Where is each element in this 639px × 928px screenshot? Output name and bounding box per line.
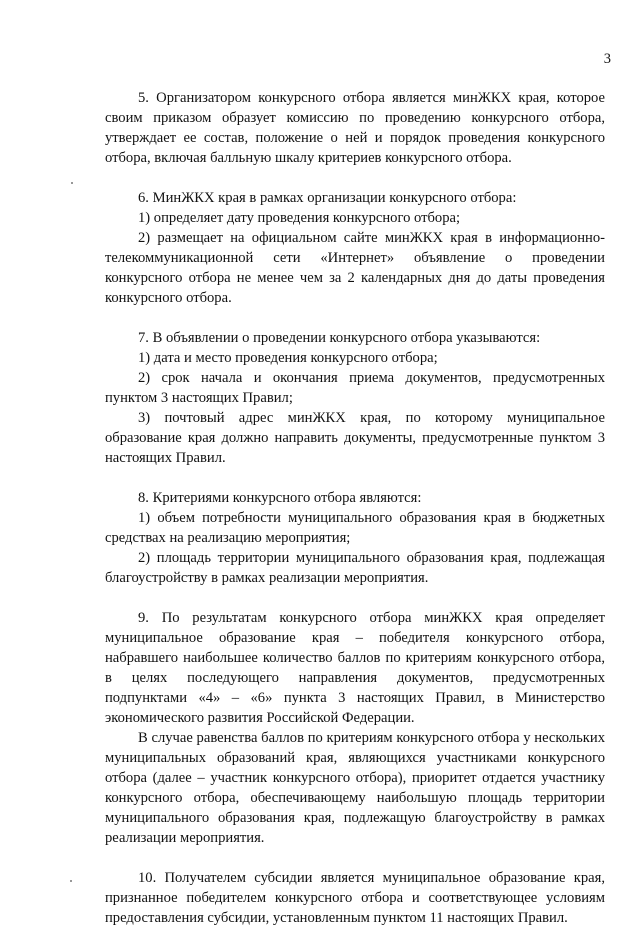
scan-speck xyxy=(71,182,73,184)
section-9 xyxy=(105,608,605,848)
paragraph: 9. По результатам конкурсного отбора минЖКХ края определяет муниципальное образование края – победителя конкурсного отбора, набравшего наибольшее количество баллов по критериям конкурсного отбора, в целях последующего направления документов, предусмотренных подпунктами «4» – «6» пункта 3 настоящих Правил, в Министерство экономического развития Российской Федерации. xyxy=(105,610,605,726)
scan-speck xyxy=(70,880,72,882)
section-8 xyxy=(105,488,605,588)
paragraph: 7. В объявлении о проведении конкурсного отбора указываются: xyxy=(138,330,541,346)
paragraph: 5. Организатором конкурсного отбора является минЖКХ края, которое своим приказом образует комиссию по проведению конкурсного отбора, утверждает ее состав, положение о ней и порядок проведения конкурсного отбора, включая балльную шкалу критериев конкурсного отбора. xyxy=(105,90,605,166)
paragraph: 2) площадь территории муниципального образования края, подлежащая благоустройству в рамках реализации мероприятия. xyxy=(105,550,605,586)
document-body xyxy=(105,88,605,928)
paragraph: 2) размещает на официальном сайте минЖКХ края в информационно-телекоммуникационной сети «Интернет» объявление о проведении конкурсного отбора не менее чем за 2 календарных дня до даты проведения конкурсного отбора. xyxy=(105,230,605,306)
section-5 xyxy=(105,88,605,168)
paragraph: 8. Критериями конкурсного отбора являются: xyxy=(138,490,422,506)
paragraph: 1) дата и место проведения конкурсного отбора; xyxy=(138,350,438,366)
page-number: 3 xyxy=(603,51,611,67)
section-7 xyxy=(105,328,605,468)
paragraph: 6. МинЖКХ края в рамках организации конкурсного отбора: xyxy=(138,190,517,206)
paragraph: 3) почтовый адрес минЖКХ края, по которому муниципальное образование края должно направить документы, предусмотренные пунктом 3 настоящих Правил. xyxy=(105,410,605,466)
paragraph: 1) определяет дату проведения конкурсного отбора; xyxy=(138,210,461,226)
paragraph: 10. Получателем субсидии является муниципальное образование края, признанное победителем конкурсного отбора и соответствующее условиям предоставления субсидии, установленным пунктом 11 настоящих Правил. xyxy=(105,870,605,926)
section-10 xyxy=(105,868,605,928)
paragraph: 1) объем потребности муниципального образования края в бюджетных средствах на реализацию мероприятия; xyxy=(105,510,605,546)
section-6 xyxy=(105,188,605,308)
paragraph: 2) срок начала и окончания приема документов, предусмотренных пунктом 3 настоящих Правил; xyxy=(105,370,605,406)
paragraph: В случае равенства баллов по критериям конкурсного отбора у нескольких муниципальных образований края, являющихся участниками конкурсного отбора (далее – участник конкурсного отбора), приоритет отдается участнику конкурсного отбора, обеспечивающему наибольшую площадь территории муниципального образования края, подлежащую благоустройству в рамках реализации мероприятия. xyxy=(105,730,605,846)
